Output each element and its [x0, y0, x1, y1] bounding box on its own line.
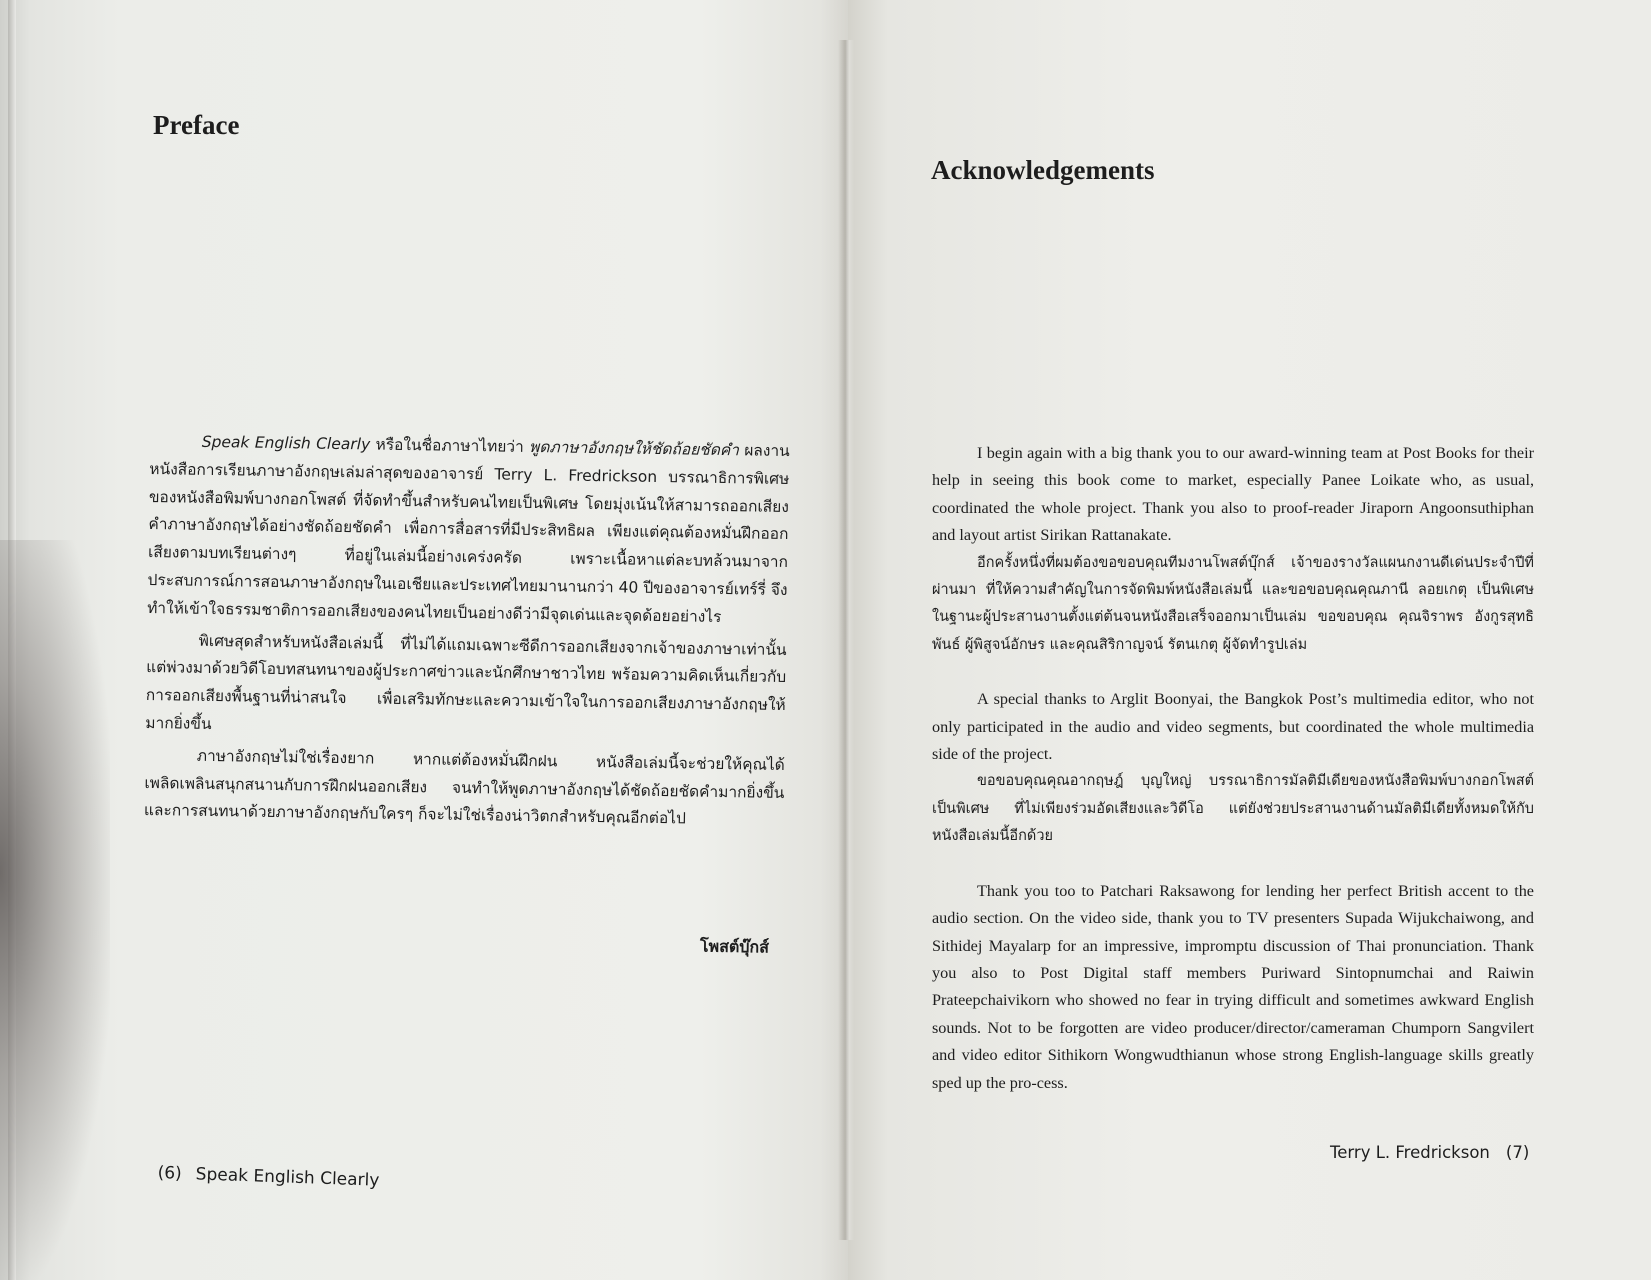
ack-paragraph-2-en: A special thanks to Arglit Boonyai, the Bangkok Post’s multimedia editor, who not only participated in the audio and video segments, but coordinated the whole multimedia side of the project. [932, 690, 1534, 764]
ack-paragraph-1-th: อีกครั้งหนึ่งที่ผมต้องขอขอบคุณทีมงานโพสต์บุ๊กส์ เจ้าของรางวัลแผนกงานดีเด่นประจำปีที่ผ่านมา ที่ให้ความสำคัญในการจัดพิมพ์หนังสือเล่มนี้ และขอขอบคุณคุณภานี ลอยเกตุ เป็นพิเศษ ในฐานะผู้ประสานงานตั้งแต่ต้นจนหนังสือเสร็จออกมาเป็นเล่ม ขอขอบคุณ คุณจิราพร อังกูรสุทธิพันธ์ ผู้พิสูจน์อักษร และคุณสิริกาญจน์ รัตนเกตุ ผู้จัดทำรูปเล่ม [932, 554, 1534, 653]
paragraph-spacer [932, 659, 1534, 686]
left-footer [157, 1163, 379, 1191]
right-footer-author: Terry L. Fredrickson [1330, 1143, 1490, 1162]
preface-title: Preface [153, 110, 240, 140]
left-footer-book-title: Speak English Clearly [195, 1164, 380, 1191]
preface-text-a: หรือในชื่อภาษาไทยว่า [370, 435, 530, 456]
preface-paragraph-2: พิเศษสุดสำหรับหนังสือเล่มนี้ ที่ไม่ได้แถมเฉพาะซีดีการออกเสียงจากเจ้าของภาษาเท่านั้น แต่พ่วงมาด้วยวิดีโอบทสนทนาของผู้ประกาศข่าวและนักศึกษาชาวไทย พร้อมความคิดเห็นเกี่ยวกับการออกเสียงพื้นฐานที่น่าสนใจ เพื่อเสริมทักษะและความเข้าใจในการออกเสียงภาษาอังกฤษให้มากยิ่งขึ้น [145, 631, 787, 733]
book-title-thai: พูดภาษาอังกฤษให้ชัดถ้อยชัดคำ [528, 437, 740, 460]
preface-signature: โพสต์บุ๊กส์ [699, 936, 770, 957]
right-footer [1330, 1143, 1529, 1162]
left-page-number: (6) [157, 1163, 183, 1184]
thumb-shadow [0, 540, 110, 1280]
acknowledgements-title: Acknowledgements [931, 155, 1155, 185]
book-gutter [838, 40, 854, 1240]
right-page [848, 0, 1651, 1280]
preface-paragraph-3: ภาษาอังกฤษไม่ใช่เรื่องยาก หากแต่ต้องหมั่นฝึกฝน หนังสือเล่มนี้จะช่วยให้คุณได้เพลิดเพลินสนุกสนานกับการฝึกฝนออกเสียง จนทำให้พูดภาษาอังกฤษได้ชัดถ้อยชัดคำมากยิ่งขึ้น และการสนทนาด้วยภาษาอังกฤษกับใครๆ ก็จะไม่ใช่เรื่องน่าวิตกสำหรับคุณอีกต่อไป [143, 746, 785, 828]
preface-paragraph-1 [147, 428, 790, 633]
ack-paragraph-3-en: Thank you too to Patchari Raksawong for lending her perfect British accent to the audio section. On the video side, thank you to TV presenters Supada Wijukchaiwong, and Sithidej Mayalarp for an impressive, impromptu discussion of Thai pronunciation. Thank you also to Post Digital staff members Puriward Sintopnumchai and Raiwin Prateepchaivikorn who showed no fear in trying difficult and sometimes awkward English sounds. Not to be forgotten are video producer/director/cameraman Chumporn Sangvilert and video editor Sithikorn Wongwudthianun whose strong English-language skills greatly sped up the pro-cess. [932, 881, 1534, 1092]
right-page-number: (7) [1505, 1143, 1530, 1162]
paragraph-spacer [932, 851, 1534, 878]
ack-paragraph-1-en: I begin again with a big thank you to our award-winning team at Post Books for their help in seeing this book come to market, especially Panee Loikate who, as usual, coordinated the whole project. Thank you also to proof-reader Jiraporn Angoonsuthiphan and layout artist Sirikan Rattanakate. [932, 444, 1534, 545]
preface-body [144, 428, 790, 839]
preface-text-b: ผลงานหนังสือการเรียนภาษาอังกฤษเล่มล่าสุดของอาจารย์ Terry L. Fredrickson บรรณาธิการพิเศษของหนังสือพิมพ์บางกอกโพสต์ ที่จัดทำขึ้นสำหรับคนไทยเป็นพิเศษ โดยมุ่งเน้นให้สามารถออกเสียงคำภาษาอังกฤษได้อย่างชัดถ้อยชัดคำ เพื่อการสื่อสารที่มีประสิทธิผล เพียงแต่คุณต้องหมั่นฝึกออกเสียงตามบทเรียนต่างๆ ที่อยู่ในเล่มนี้อย่างเคร่งครัด เพราะเนื้อหาแต่ละบทล้วนมาจากประสบการณ์การสอนภาษาอังกฤษในเอเชียและประเทศไทยมานานกว่า 40 ปีของอาจารย์เทร์รี่ จึงทำให้เข้าใจธรรมชาติการออกเสียงของคนไทยเป็นอย่างดีว่ามีจุดเด่นและจุดด้อยอย่างไร [147, 441, 790, 626]
ack-paragraph-2-th: ขอขอบคุณคุณอากฤษฎ์ บุญใหญ่ บรรณาธิการมัลติมีเดียของหนังสือพิมพ์บางกอกโพสต์ เป็นพิเศษ ที่ไม่เพียงร่วมอัดเสียงและวิดีโอ แต่ยังช่วยประสานงานด้านมัลติมีเดียทั้งหมดให้กับหนังสือเล่มนี้อีกด้วย [932, 773, 1534, 845]
book-title-english: Speak English Clearly [201, 432, 371, 454]
acknowledgements-body [932, 440, 1534, 1097]
